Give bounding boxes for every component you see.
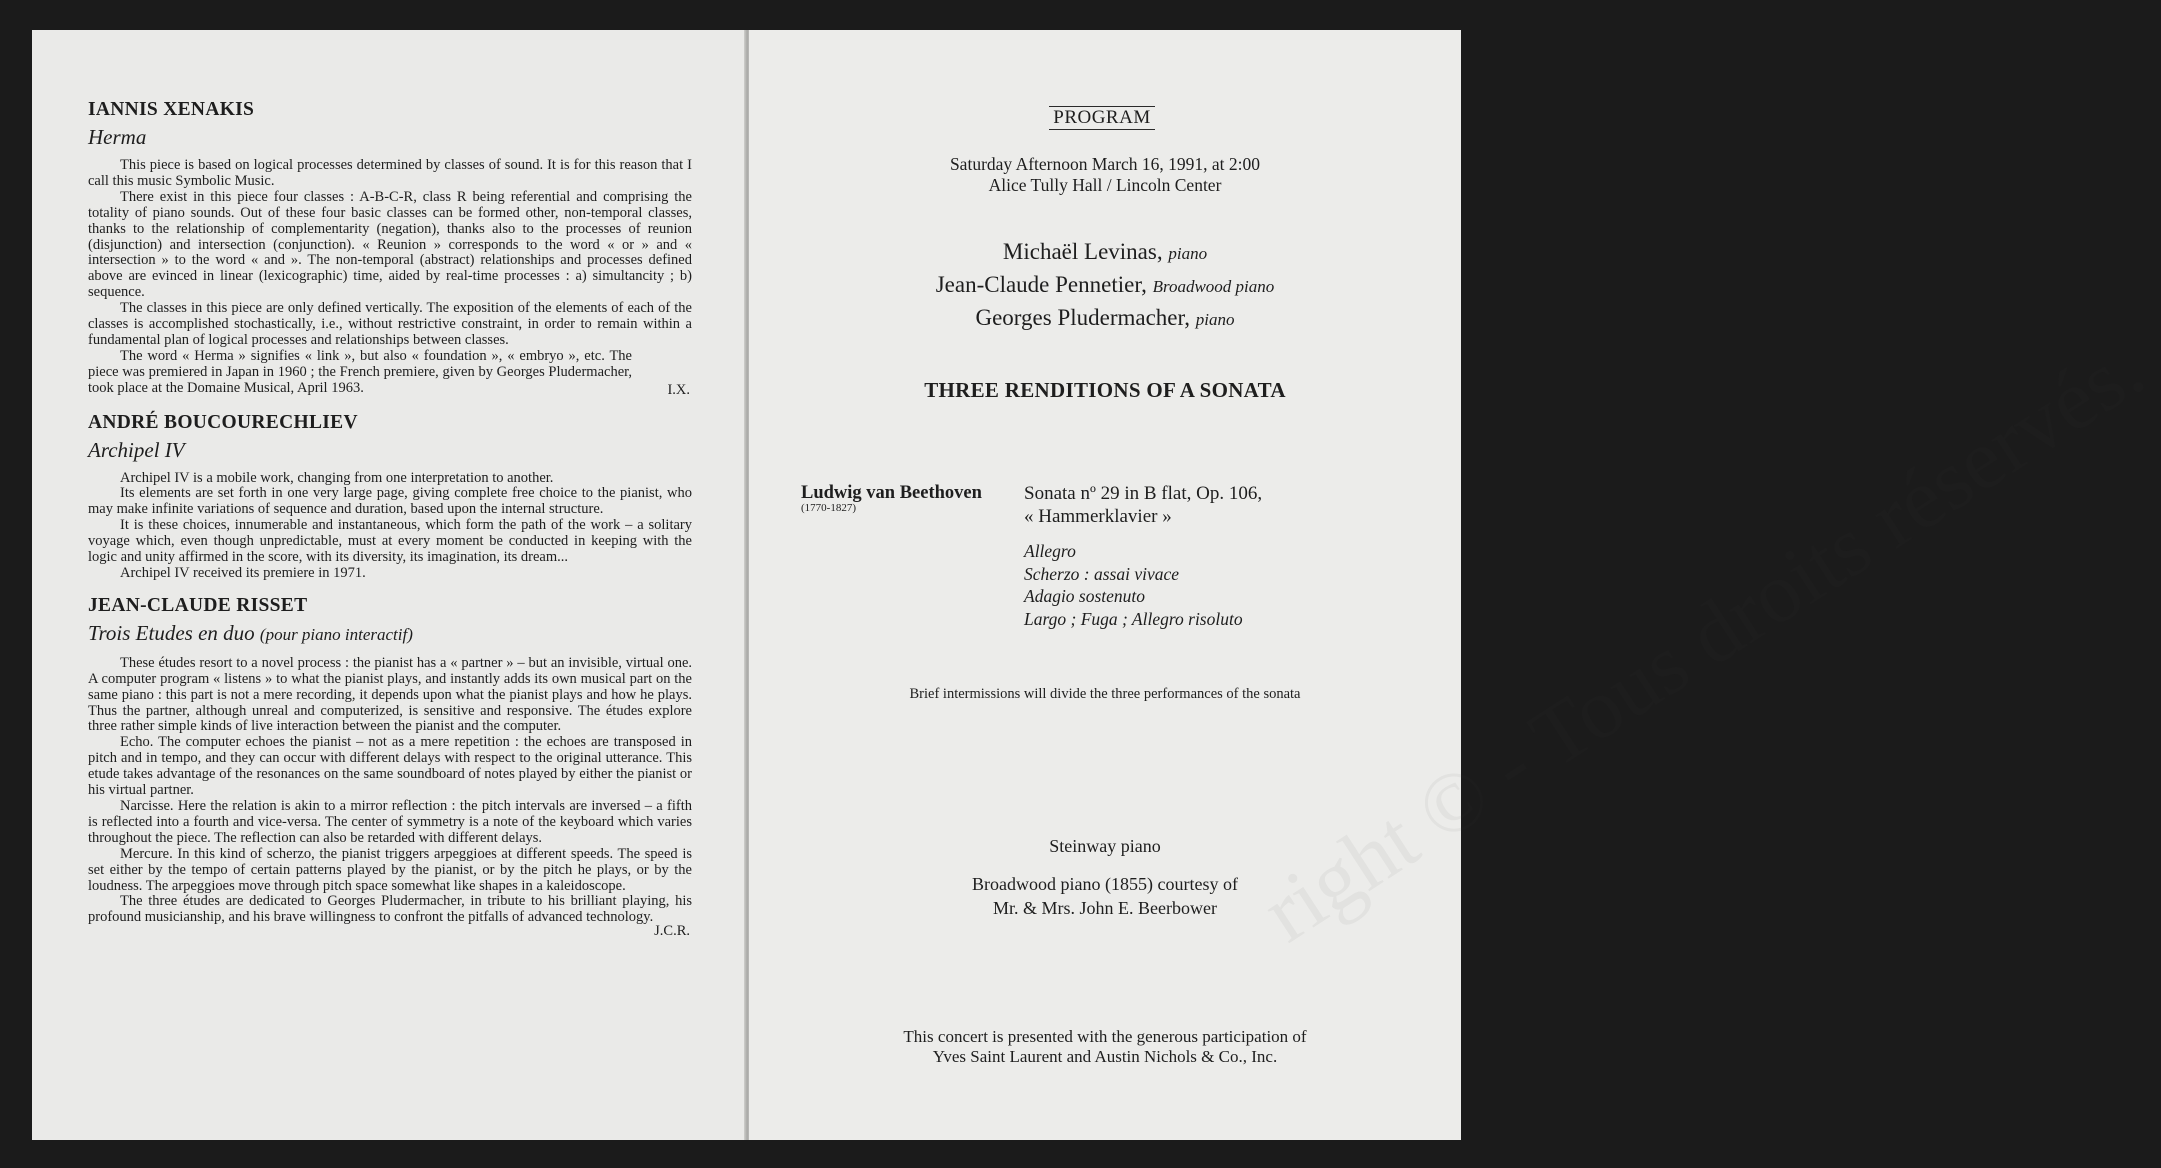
note-paragraph: The classes in this piece are only defined vertically. The exposition of the elements of each of the classes is accomplished stochastically, i.e., without restrictive constraint, in order to remain within a fundamental plan of logical processes and relationships between classes.	[88, 300, 692, 348]
date-venue	[749, 154, 1461, 196]
performer	[749, 269, 1461, 302]
performers	[749, 236, 1461, 335]
work-title-line	[88, 620, 692, 648]
note-paragraph: This piece is based on logical processes determined by classes of sound. It is for this reason that I call this music Symbolic Music.	[88, 157, 692, 189]
sonata-subtitle: « Hammerklavier »	[1024, 506, 1172, 527]
movement: Scherzo : assai vivace	[1024, 563, 1180, 584]
sonata-line: Sonata nº 29 in B flat, Op. 106,	[1024, 483, 1263, 504]
xenakis-section	[88, 98, 692, 399]
sponsor-credit	[749, 1027, 1461, 1067]
broadwood-owner: Mr. & Mrs. John E. Beerbower	[993, 898, 1217, 918]
note-paragraph: Archipel IV is a mobile work, changing from one interpretation to another.	[120, 469, 554, 486]
movement: Largo ; Fuga ; Allegro risoluto	[1024, 608, 1243, 629]
venue-line: Alice Tully Hall / Lincoln Center	[988, 175, 1222, 195]
performer-name: Michaël Levinas,	[1002, 239, 1163, 264]
concert-title: THREE RENDITIONS OF A SONATA	[924, 378, 1286, 402]
note-paragraph: Narcisse. Here the relation is akin to a mirror reflection : the pitch intervals are inversed – a fifth is reflected into a fourth and vice-versa. The center of symmetry is a note of the keyboard which varies throughout the piece. The reflection can also be retarded with different delays.	[88, 798, 692, 846]
work-title: Trois Etudes en duo	[88, 620, 255, 645]
performer-name: Jean-Claude Pennetier,	[935, 272, 1147, 297]
movement: Adagio sostenuto	[1024, 586, 1146, 606]
note-paragraph: Mercure. In this kind of scherzo, the pianist triggers arpeggioes at different speeds. The speed is set either by the tempo of certain patterns played by the pianist, or by the pitch he plays, or by the loudness. The arpeggioes move through pitch space somewhat like shapes in a kaleidoscope.	[88, 845, 692, 894]
performer	[749, 236, 1461, 269]
intermission-note: Brief intermissions will divide the three performances of the sonata	[909, 686, 1301, 702]
boucourechliev-section	[88, 411, 692, 582]
sonata-title	[1024, 482, 1262, 528]
movement: Allegro	[1024, 541, 1076, 561]
performer-name: Georges Pludermacher,	[975, 305, 1191, 330]
performer-instrument: piano	[1168, 244, 1208, 263]
note-paragraph: The word « Herma » signifies « link », but also « foundation », « embryo », etc. The piece was premiered in Japan in 1960 ; the French premiere, given by Georges Pludermacher, took place at the Domaine Musical, April 1963.	[88, 347, 632, 396]
composer-dates: (1770-1827)	[801, 502, 856, 514]
performer-instrument: piano	[1195, 310, 1235, 329]
performer	[749, 302, 1461, 335]
author-initials: J.C.R.	[654, 923, 690, 940]
author-initials: I.X.	[667, 381, 690, 398]
risset-section	[88, 594, 692, 940]
note-paragraph: It is these choices, innumerable and instantaneous, which form the path of the work – a solitary voyage which, even though unpredictable, must at every moment be conducted in keeping with the logic and unity affirmed in the score, with its diversity, its imagination, its dream...	[88, 517, 692, 566]
sponsor-names: Yves Saint Laurent and Austin Nichols & Co., Inc.	[932, 1047, 1278, 1066]
composer-heading: JEAN-CLAUDE RISSET	[88, 594, 308, 616]
broadwood-line: Broadwood piano (1855) courtesy of	[972, 874, 1238, 894]
sponsor-line: This concert is presented with the generous participation of	[903, 1027, 1307, 1046]
note-paragraph: These études resort to a novel process : the pianist has a « partner » – but an invisible, virtual one. A computer program « listens » to what the pianist plays, and instantly adds its own musical part on the same piano : this part is not a mere recording, it depends upon what the pianist plays and how he plays. Thus the partner, although unreal and computerized, is sensitive and responsive. The études explore three rather simple kinds of live interaction between the pianist and the computer.	[88, 654, 692, 735]
program-composer: Ludwig van Beethoven	[801, 483, 982, 503]
note-paragraph: Echo. The computer echoes the pianist – not as a mere repetition : the echoes are transposed in pitch and in tempo, and they can occur with different delays with respect to the original utterance. This etude takes advantage of the resonances on the same soundboard of notes played by either the pianist or his virtual partner.	[88, 734, 692, 799]
date-line: Saturday Afternoon March 16, 1991, at 2:00	[949, 154, 1261, 174]
steinway-note: Steinway piano	[1049, 836, 1161, 856]
note-paragraph: The three études are dedicated to Georges Pludermacher, in tribute to his brilliant playing, his profound musicianship, and his brave willingness to confront the pitfalls of advanced technology.	[88, 893, 692, 926]
broadwood-credit	[749, 872, 1461, 920]
movement-list	[1024, 540, 1243, 630]
composer-heading: IANNIS XENAKIS	[88, 99, 255, 120]
program-heading: PROGRAM	[1049, 106, 1155, 130]
work-title: Herma	[88, 125, 147, 149]
right-page	[749, 30, 2160, 1140]
left-page	[32, 30, 746, 1140]
performer-instrument: Broadwood piano	[1152, 277, 1275, 296]
work-subtitle: (pour piano interactif)	[259, 624, 413, 644]
program-notes	[88, 98, 692, 950]
copyright-watermark: right © - Tous droits réservés.	[1245, 319, 2160, 961]
composer-heading: ANDRÉ BOUCOURECHLIEV	[88, 411, 358, 433]
note-paragraph: There exist in this piece four classes : A-B-C-R, class R being referential and comprising the totality of piano sounds. Out of these four basic classes can be formed other, non-temporal classes, thanks to the relationship of complementarity (negation), thanks also to the processes of reunion (disjunction) and intersection (conjunction). « Reunion » corresponds to the word « or » and « intersection » to the word « and ». The non-temporal (abstract) relationships and processes defined above are evinced in linear (lexicographic) time, aided by real-time processes : a) simultancity ; b) sequence.	[88, 188, 692, 301]
note-paragraph: Its elements are set forth in one very large page, giving complete free choice to the pianist, who may make infinite variations of sequence and duration, based upon the internal structure.	[88, 485, 692, 518]
work-title: Archipel IV	[88, 437, 185, 462]
note-paragraph: Archipel IV received its premiere in 1971.	[120, 564, 366, 581]
